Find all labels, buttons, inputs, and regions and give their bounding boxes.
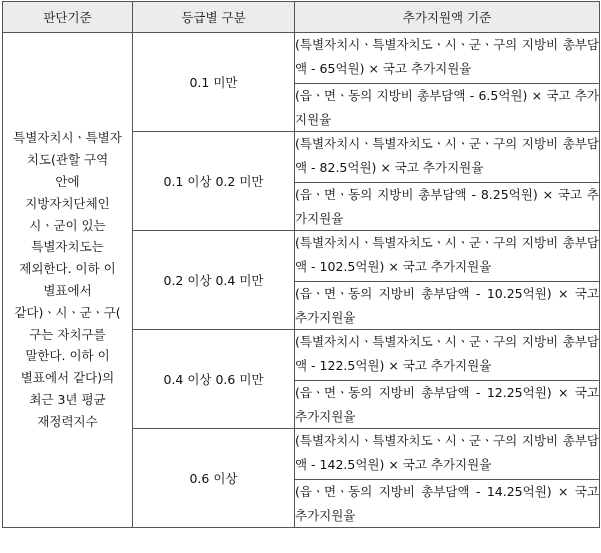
criterion-line: 제외한다. 이하 이 xyxy=(19,261,116,277)
criterion-line: 별표에서 같다)의 xyxy=(20,370,115,386)
grade-cell: 0.6 이상 xyxy=(133,429,295,528)
rule-town-cell: (읍ㆍ면ㆍ동의 지방비 총부담액 - 6.5억원) × 국고 추가지원율 xyxy=(295,84,600,132)
criterion-line: 구는 자치구를 xyxy=(29,326,106,342)
criterion-line: 말한다. 이하 이 xyxy=(25,348,110,364)
grade-cell: 0.1 이상 0.2 미만 xyxy=(133,132,295,231)
criterion-line: 특별자치도는 xyxy=(31,239,104,255)
grade-cell: 0.1 미만 xyxy=(133,33,295,132)
criterion-line: 재정력지수 xyxy=(37,413,98,429)
criterion-line: 같다)ㆍ시ㆍ군ㆍ구( xyxy=(14,304,121,320)
table-row xyxy=(3,33,600,84)
criterion-cell xyxy=(3,33,133,528)
rule-town-cell: (읍ㆍ면ㆍ동의 지방비 총부담액 - 14.25억원) × 국고 추가지원율 xyxy=(295,480,600,528)
criterion-line: 별표에서 xyxy=(43,283,92,298)
criterion-line: 최근 3년 평균 xyxy=(29,391,106,407)
criterion-line: 치도(관할 구역 xyxy=(26,152,109,168)
rule-town-cell: (읍ㆍ면ㆍ동의 지방비 총부담액 - 8.25억원) × 국고 추가지원율 xyxy=(295,183,600,231)
criterion-line: 시ㆍ군이 있는 xyxy=(29,217,106,233)
additional-support-table xyxy=(2,1,600,528)
rule-municipal-cell: (특별자치시ㆍ특별자치도ㆍ시ㆍ군ㆍ구의 지방비 총부담액 - 82.5억원) × 국고 추가지원율 xyxy=(295,132,600,183)
grade-cell: 0.2 이상 0.4 미만 xyxy=(133,231,295,330)
header-row xyxy=(3,2,600,33)
header-grade: 등급별 구분 xyxy=(133,2,295,33)
rule-municipal-cell: (특별자치시ㆍ특별자치도ㆍ시ㆍ군ㆍ구의 지방비 총부담액 - 65억원) × 국고 추가지원율 xyxy=(295,33,600,84)
rule-municipal-cell: (특별자치시ㆍ특별자치도ㆍ시ㆍ군ㆍ구의 지방비 총부담액 - 102.5억원) × 국고 추가지원율 xyxy=(295,231,600,282)
rule-town-cell: (읍ㆍ면ㆍ동의 지방비 총부담액 - 10.25억원) × 국고 추가지원율 xyxy=(295,282,600,330)
header-amount-basis: 추가지원액 기준 xyxy=(295,2,600,33)
rule-municipal-cell: (특별자치시ㆍ특별자치도ㆍ시ㆍ군ㆍ구의 지방비 총부담액 - 142.5억원) × 국고 추가지원율 xyxy=(295,429,600,480)
rule-municipal-cell: (특별자치시ㆍ특별자치도ㆍ시ㆍ군ㆍ구의 지방비 총부담액 - 122.5억원) × 국고 추가지원율 xyxy=(295,330,600,381)
criterion-line: 특별자치시ㆍ특별자 xyxy=(13,130,122,146)
header-criterion: 판단기준 xyxy=(3,2,133,33)
grade-cell: 0.4 이상 0.6 미만 xyxy=(133,330,295,429)
criterion-line: 안에 xyxy=(55,174,80,190)
criterion-line: 지방자치단체인 xyxy=(25,195,110,211)
rule-town-cell: (읍ㆍ면ㆍ동의 지방비 총부담액 - 12.25억원) × 국고 추가지원율 xyxy=(295,381,600,429)
